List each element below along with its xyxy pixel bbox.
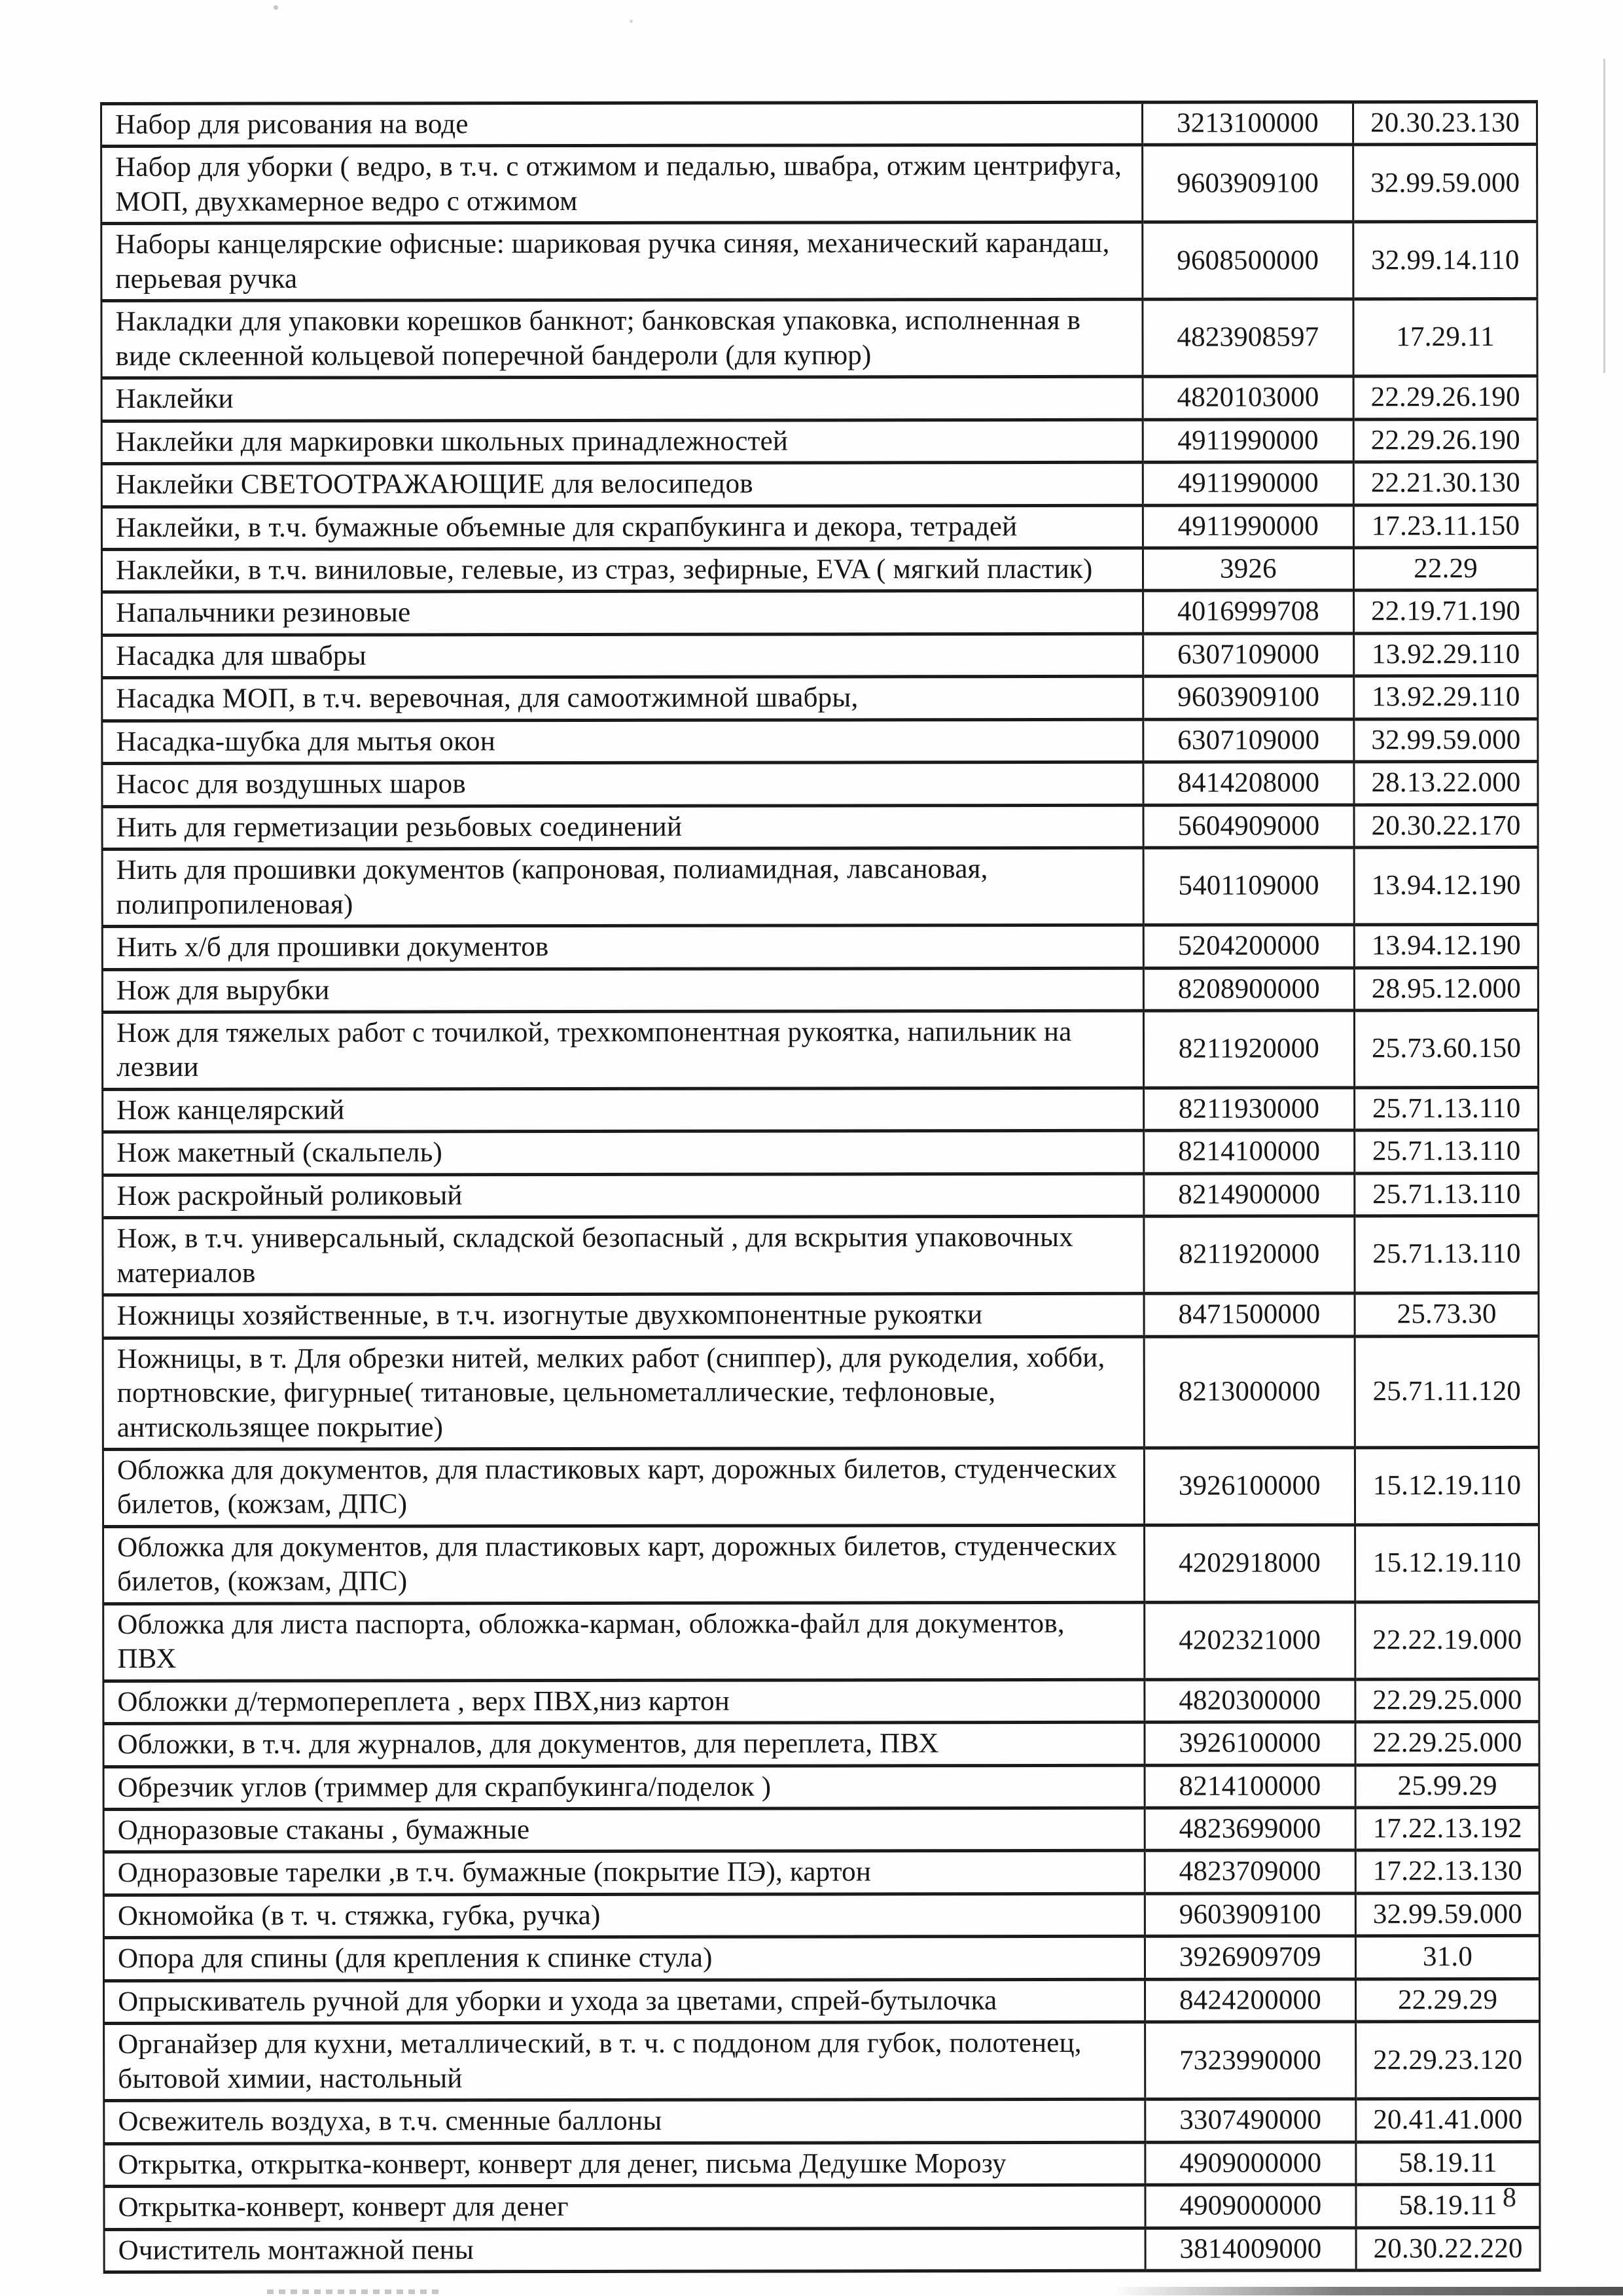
table-row [102,633,1538,678]
item-description-cell: Наклейки [101,376,1143,421]
okpd2-code-cell: 17.22.13.192 [1355,1807,1539,1850]
table-row [103,1722,1539,1767]
okpd2-code-cell: 15.12.19.110 [1355,1447,1539,1524]
table-row [103,1807,1539,1852]
item-description-cell: Нож раскройный роликовый [103,1174,1144,1218]
tn-ved-code-cell: 4202321000 [1144,1602,1355,1679]
table-row [102,676,1538,721]
item-description-cell: Обложки, в т.ч. для журналов, для документов, для переплета, ПВХ [103,1722,1145,1767]
tn-ved-code-cell: 4820103000 [1143,376,1354,420]
tn-ved-code-cell: 5604909000 [1143,805,1355,848]
okpd2-code-cell: 25.99.29 [1355,1765,1539,1808]
okpd2-code-cell: 22.22.19.000 [1355,1602,1539,1679]
page-number: 8 [1503,2183,1516,2213]
table-row [103,1216,1539,1295]
item-description-cell: Нож, в т.ч. универсальный, складской безопасный , для вскрытия упаковочных материалов [103,1217,1144,1295]
okpd2-code-cell: 58.19.11 [1356,2142,1540,2185]
okpd2-code-cell: 22.29.29 [1356,1979,1540,2022]
item-description-cell: Насос для воздушных шаров [102,762,1143,807]
tn-ved-code-cell: 4909000000 [1145,2142,1356,2185]
item-description-cell: Освежитель воздуха, в т.ч. сменные баллоны [104,2099,1145,2144]
item-description-cell: Ножницы хозяйственные, в т.ч. изогнутые двухкомпонентные рукоятки [103,1293,1144,1338]
tn-ved-code-cell: 8471500000 [1144,1293,1355,1336]
table-row [102,590,1538,636]
okpd2-code-cell: 25.73.30 [1355,1293,1539,1336]
table-row [102,924,1538,969]
tn-ved-code-cell: 8424200000 [1145,1979,1356,2022]
tn-ved-code-cell: 3926 [1143,548,1354,591]
table-row [101,376,1537,422]
tn-ved-code-cell: 6307109000 [1143,719,1354,762]
table-row [102,719,1538,764]
item-description-cell: Нож макетный (скальпель) [103,1131,1144,1175]
okpd2-code-cell: 31.0 [1356,1936,1540,1979]
okpd2-code-cell: 22.21.30.130 [1353,462,1537,505]
tn-ved-code-cell: 8213000000 [1144,1336,1355,1448]
item-description-cell: Насадка МОП, в т.ч. веревочная, для самоотжимной швабры, [102,677,1143,721]
item-description-cell: Очиститель монтажной пены [104,2228,1145,2272]
okpd2-code-cell: 20.41.41.000 [1356,2099,1540,2142]
tn-ved-code-cell: 7323990000 [1145,2022,1356,2099]
okpd2-code-cell: 25.71.11.120 [1355,1336,1539,1448]
okpd2-code-cell: 28.95.12.000 [1355,967,1539,1011]
tn-ved-code-cell: 8214900000 [1143,1174,1355,1217]
scan-artifact-paper-edge [1603,59,1605,373]
item-description-cell: Наклейки СВЕТООТРАЖАЮЩИЕ для велосипедов [101,462,1143,507]
tn-ved-code-cell: 4016999708 [1143,590,1354,634]
okpd2-code-cell: 17.29.11 [1353,299,1537,376]
tn-ved-code-cell: 9603909100 [1145,1893,1356,1937]
okpd2-code-cell: 22.29.25.000 [1355,1679,1539,1722]
okpd2-code-cell: 32.99.59.000 [1354,719,1538,762]
tn-ved-code-cell: 8414208000 [1143,762,1355,805]
table-row [104,2099,1540,2144]
okpd2-code-cell: 13.92.29.110 [1354,633,1538,676]
item-description-cell: Нож для тяжелых работ с точилкой, трехкомпонентная рукоятка, напильник на лезвии [102,1011,1143,1089]
okpd2-code-cell: 32.99.14.110 [1353,222,1537,299]
okpd2-code-cell: 22.19.71.190 [1354,590,1538,634]
table-row [104,2022,1540,2101]
item-description-cell: Нить х/б для прошивки документов [102,925,1143,969]
tn-ved-code-cell: 4909000000 [1145,2185,1357,2228]
tn-ved-code-cell: 8211920000 [1144,1216,1355,1293]
item-description-cell: Органайзер для кухни, металлический, в т. ч. с поддоном для губок, полотенец, бытовой химии, настольный [104,2022,1145,2101]
tn-ved-code-cell: 4202918000 [1144,1525,1355,1602]
okpd2-code-cell: 20.30.22.220 [1356,2227,1540,2270]
item-description-cell: Насадка-шубка для мытья окон [102,719,1143,764]
table-row [104,2227,1540,2272]
item-description-cell: Насадка для швабры [102,634,1143,678]
okpd2-code-cell: 32.99.59.000 [1355,1893,1539,1936]
item-description-cell: Опрыскиватель ручной для уборки и ухода за цветами, спрей-бутылочка [104,1979,1145,2024]
item-description-cell: Одноразовые тарелки ,в т.ч. бумажные (покрытие ПЭ), картон [103,1851,1145,1895]
tn-ved-code-cell: 3307490000 [1145,2099,1356,2142]
table-row [104,1979,1540,2024]
item-description-cell: Открытка-конверт, конверт для денег [104,2185,1145,2229]
okpd2-code-cell: 25.71.13.110 [1355,1216,1539,1293]
table-row [101,222,1537,301]
table-row [101,505,1537,550]
okpd2-code-cell: 25.71.13.110 [1355,1087,1539,1130]
item-description-cell: Накладки для упаковки корешков банкнот; банковская упаковка, исполненная в виде склеенной кольцевой поперечной бандероли (для купюр) [101,300,1143,378]
table-row [103,1173,1539,1218]
okpd2-code-cell: 22.29.23.120 [1356,2022,1540,2099]
table-row [103,1602,1539,1681]
table-row [103,1130,1539,1175]
item-description-cell: Нож для вырубки [102,968,1143,1013]
item-description-cell: Ножницы, в т. Для обрезки нитей, мелких работ (сниппер), для рукоделия, хобби, портновские, фигурные( титановые, цельнометаллические, тефлоновые, антискользящее покрытие) [103,1336,1144,1450]
okpd2-code-cell: 25.71.13.110 [1355,1173,1539,1216]
okpd2-code-cell: 13.94.12.190 [1354,924,1538,967]
okpd2-code-cell: 13.92.29.110 [1354,676,1538,719]
tn-ved-code-cell: 3926100000 [1144,1448,1355,1525]
okpd2-code-cell: 20.30.23.130 [1353,101,1537,145]
tn-ved-code-cell: 4911990000 [1143,505,1354,548]
scan-artifact-speck [274,5,278,10]
table-row [103,1850,1539,1895]
okpd2-code-cell: 22.29.25.000 [1355,1722,1539,1765]
goods-codes-table [100,100,1541,2274]
item-description-cell: Обложка для документов, для пластиковых карт, дорожных билетов, студенческих билетов, (кожзам, ДПС) [103,1525,1145,1604]
table-row [101,547,1537,592]
tn-ved-code-cell: 9608500000 [1142,222,1353,299]
item-description-cell: Набор для рисования на воде [101,102,1143,147]
item-description-cell: Окномойка (в т. ч. стяжка, губка, ручка) [103,1893,1145,1938]
table-row [101,462,1537,507]
table-row [103,1447,1539,1526]
item-description-cell: Наклейки для маркировки школьных принадлежностей [101,420,1143,464]
goods-codes-table-body [101,101,1541,2272]
item-description-cell: Обрезчик углов (триммер для скрапбукинга/поделок ) [103,1765,1145,1810]
tn-ved-code-cell: 8214100000 [1143,1130,1355,1174]
table-row [103,1936,1539,1981]
table-row [101,101,1537,147]
okpd2-code-cell: 22.29.26.190 [1353,419,1537,462]
table-row [103,1293,1539,1338]
tn-ved-code-cell: 8211930000 [1143,1088,1355,1131]
table-row [103,1524,1539,1604]
table-row [102,1010,1538,1089]
table-row [104,2185,1540,2230]
table-row [103,1893,1539,1938]
tn-ved-code-cell: 3814009000 [1145,2227,1357,2270]
table-row [104,2142,1540,2187]
scan-artifact-bottom-streak [1113,2287,1623,2295]
tn-ved-code-cell: 4820300000 [1145,1679,1356,1722]
item-description-cell: Обложки д/термопереплета , верх ПВХ,низ картон [103,1679,1145,1724]
tn-ved-code-cell: 4911990000 [1143,419,1354,462]
table-row [101,299,1537,378]
okpd2-code-cell: 22.29 [1354,547,1538,590]
tn-ved-code-cell: 8214100000 [1145,1765,1356,1808]
item-description-cell: Открытка, открытка-конверт, конверт для денег, письма Дедушке Морозу [104,2142,1145,2187]
tn-ved-code-cell: 8211920000 [1143,1011,1355,1088]
tn-ved-code-cell: 3926100000 [1145,1722,1356,1765]
table-row [101,145,1537,224]
okpd2-code-cell: 13.94.12.190 [1354,848,1538,925]
item-description-cell: Обложка для документов, для пластиковых карт, дорожных билетов, студенческих билетов, (кожзам, ДПС) [103,1448,1144,1526]
item-description-cell: Набор для уборки ( ведро, в т.ч. с отжимом и педалью, швабра, отжим центрифуга, МОП, двухкамерное ведро с отжимом [101,145,1143,224]
tn-ved-code-cell: 8208900000 [1143,967,1355,1011]
table-row [102,848,1538,927]
item-description-cell: Наклейки, в т.ч. виниловые, гелевые, из страз, зефирные, EVA ( мягкий пластик) [101,548,1143,592]
okpd2-code-cell: 28.13.22.000 [1354,762,1538,805]
item-description-cell: Наклейки, в т.ч. бумажные объемные для скрапбукинга и декора, тетрадей [101,505,1143,550]
item-description-cell: Обложка для листа паспорта, обложка-карман, обложка-файл для документов, ПВХ [103,1602,1145,1681]
tn-ved-code-cell: 3213100000 [1142,102,1353,145]
item-description-cell: Наборы канцелярские офисные: шариковая ручка синяя, механический карандаш, перьевая ручка [101,223,1143,301]
table-row [103,1087,1539,1132]
item-description-cell: Нож канцелярский [103,1088,1144,1132]
item-description-cell: Одноразовые стаканы , бумажные [103,1808,1145,1852]
okpd2-code-cell: 22.29.26.190 [1353,376,1537,420]
item-description-cell: Нить для прошивки документов (капроновая, полиамидная, лавсановая, полипропиленовая) [102,848,1143,926]
okpd2-code-cell: 17.22.13.130 [1355,1850,1539,1893]
okpd2-code-cell: 58.19.11 [1356,2185,1540,2228]
scan-artifact-bottom-dots [267,2289,444,2294]
tn-ved-code-cell: 9603909100 [1143,676,1354,719]
okpd2-code-cell: 15.12.19.110 [1355,1524,1539,1602]
table-row [103,1336,1539,1449]
table-row [102,762,1538,807]
okpd2-code-cell: 25.71.13.110 [1355,1130,1539,1174]
table-row [102,967,1538,1013]
okpd2-code-cell: 32.99.59.000 [1353,145,1537,222]
tn-ved-code-cell: 5401109000 [1143,848,1355,925]
tn-ved-code-cell: 6307109000 [1143,634,1354,677]
tn-ved-code-cell: 5204200000 [1143,925,1355,968]
table-row [103,1679,1539,1724]
tn-ved-code-cell: 4823699000 [1145,1808,1356,1851]
tn-ved-code-cell: 4823908597 [1143,299,1354,376]
table-row [102,804,1538,850]
okpd2-code-cell: 17.23.11.150 [1354,505,1538,548]
tn-ved-code-cell: 4911990000 [1143,462,1354,505]
table-row [103,1765,1539,1810]
scan-artifact-speck [630,20,633,23]
table-row [101,419,1537,464]
tn-ved-code-cell: 9603909100 [1142,145,1353,222]
item-description-cell: Нить для герметизации резьбовых соединений [102,805,1143,850]
okpd2-code-cell: 20.30.22.170 [1354,804,1538,848]
okpd2-code-cell: 25.73.60.150 [1355,1010,1539,1087]
tn-ved-code-cell: 3926909709 [1145,1936,1356,1979]
tn-ved-code-cell: 4823709000 [1145,1850,1356,1893]
item-description-cell: Опора для спины (для крепления к спинке стула) [103,1937,1145,1981]
item-description-cell: Напальчники резиновые [102,591,1143,636]
